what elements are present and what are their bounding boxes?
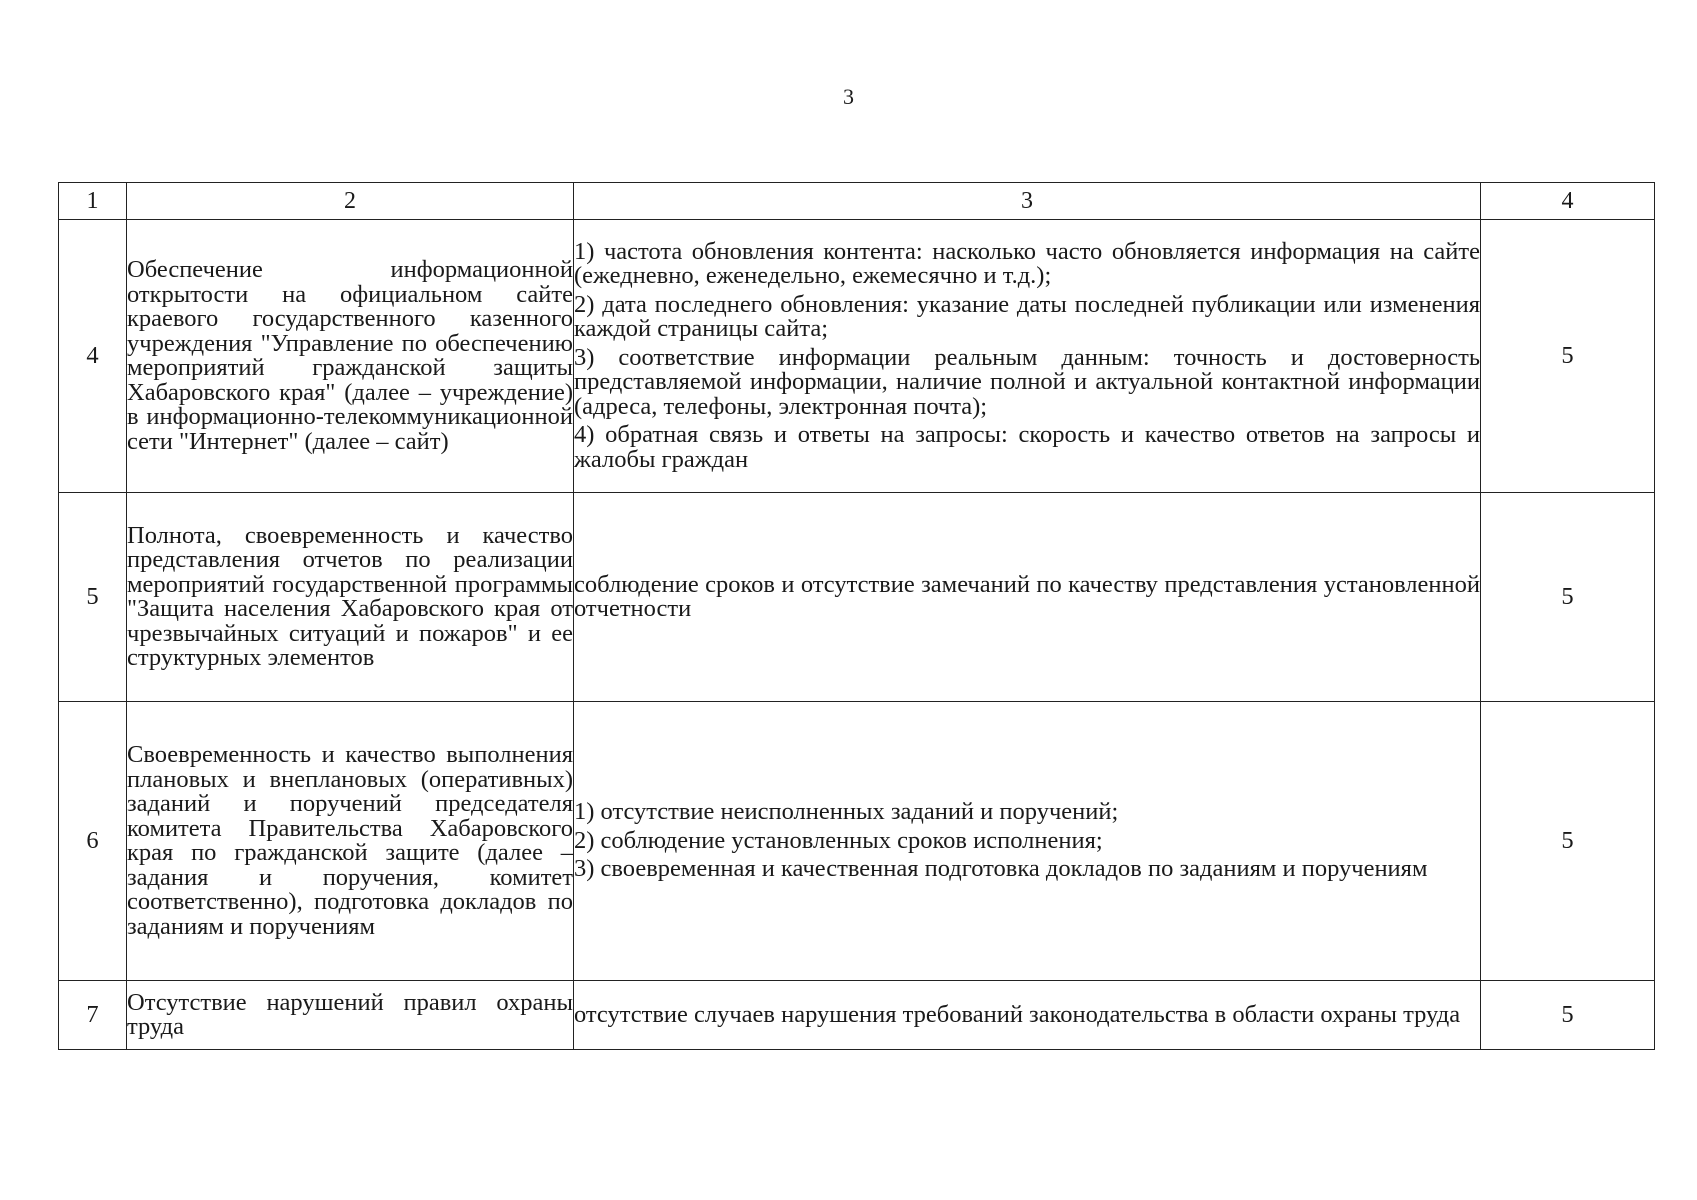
criteria-table [58, 182, 1655, 1050]
criterion-name: Своевременность и качество выполнения плановых и внеплановых (оперативных) заданий и поручений председателя комитета Правительства Хабаровского края по гражданской защите (далее – задания и поручения, комитет соответственно), подготовка докладов по заданиям и поручениям [127, 702, 574, 981]
column-header-4: 4 [1481, 183, 1655, 220]
score-value: 5 [1481, 702, 1655, 981]
indicator-item: 3) своевременная и качественная подготовка докладов по заданиям и поручениям [574, 855, 1428, 883]
indicator-item: 3) соответствие информации реальным данным: точность и достоверность представляемой информации, наличие полной и актуальной контактной информации (адреса, телефоны, электронная почта); [574, 343, 1480, 420]
criterion-name: Отсутствие нарушений правил охраны труда [127, 981, 574, 1050]
row-number: 6 [59, 702, 127, 981]
criterion-name: Обеспечение информационной открытости на официальном сайте краевого государственного казенного учреждения "Управление по обеспечению мероприятий гражданской защиты Хабаровского края" (далее – учреждение) в информационно-телекоммуникационной сети "Интернет" (далее – сайт) [127, 220, 574, 493]
criterion-indicators [574, 702, 1481, 981]
table-row [59, 220, 1655, 493]
criterion-name: Полнота, своевременность и качество представления отчетов по реализации мероприятий государственной программы "Защита населения Хабаровского края от чрезвычайных ситуаций и пожаров" и ее структурных элементов [127, 493, 574, 702]
indicator-item: 1) частота обновления контента: насколько часто обновляется информация на сайте (ежедневно, еженедельно, ежемесячно и т.д.); [574, 237, 1480, 290]
score-value: 5 [1481, 493, 1655, 702]
row-number: 5 [59, 493, 127, 702]
column-header-1: 1 [59, 183, 127, 220]
indicator-item: соблюдение сроков и отсутствие замечаний по качеству представления установленной отчетности [574, 570, 1480, 622]
indicator-item: отсутствие случаев нарушения требований законодательства в области охраны труда [574, 1000, 1461, 1028]
table-row [59, 702, 1655, 981]
indicator-item: 4) обратная связь и ответы на запросы: скорость и качество ответов на запросы и жалобы граждан [574, 421, 1480, 473]
criterion-indicators [574, 981, 1481, 1050]
score-value: 5 [1481, 220, 1655, 493]
page-number: 3 [843, 84, 854, 109]
row-number: 4 [59, 220, 127, 493]
indicator-item: 2) соблюдение установленных сроков исполнения; [574, 826, 1103, 854]
row-number: 7 [59, 981, 127, 1050]
column-header-3: 3 [574, 183, 1481, 220]
table-row [59, 493, 1655, 702]
score-value: 5 [1481, 981, 1655, 1050]
criterion-indicators [574, 493, 1481, 702]
indicator-item: 1) отсутствие неисполненных заданий и поручений; [574, 798, 1119, 826]
column-header-2: 2 [127, 183, 574, 220]
table-header-row [59, 183, 1655, 220]
criterion-indicators [574, 220, 1481, 493]
indicator-item: 2) дата последнего обновления: указание даты последней публикации или изменения каждой страницы сайта; [574, 290, 1480, 343]
table-row [59, 981, 1655, 1050]
